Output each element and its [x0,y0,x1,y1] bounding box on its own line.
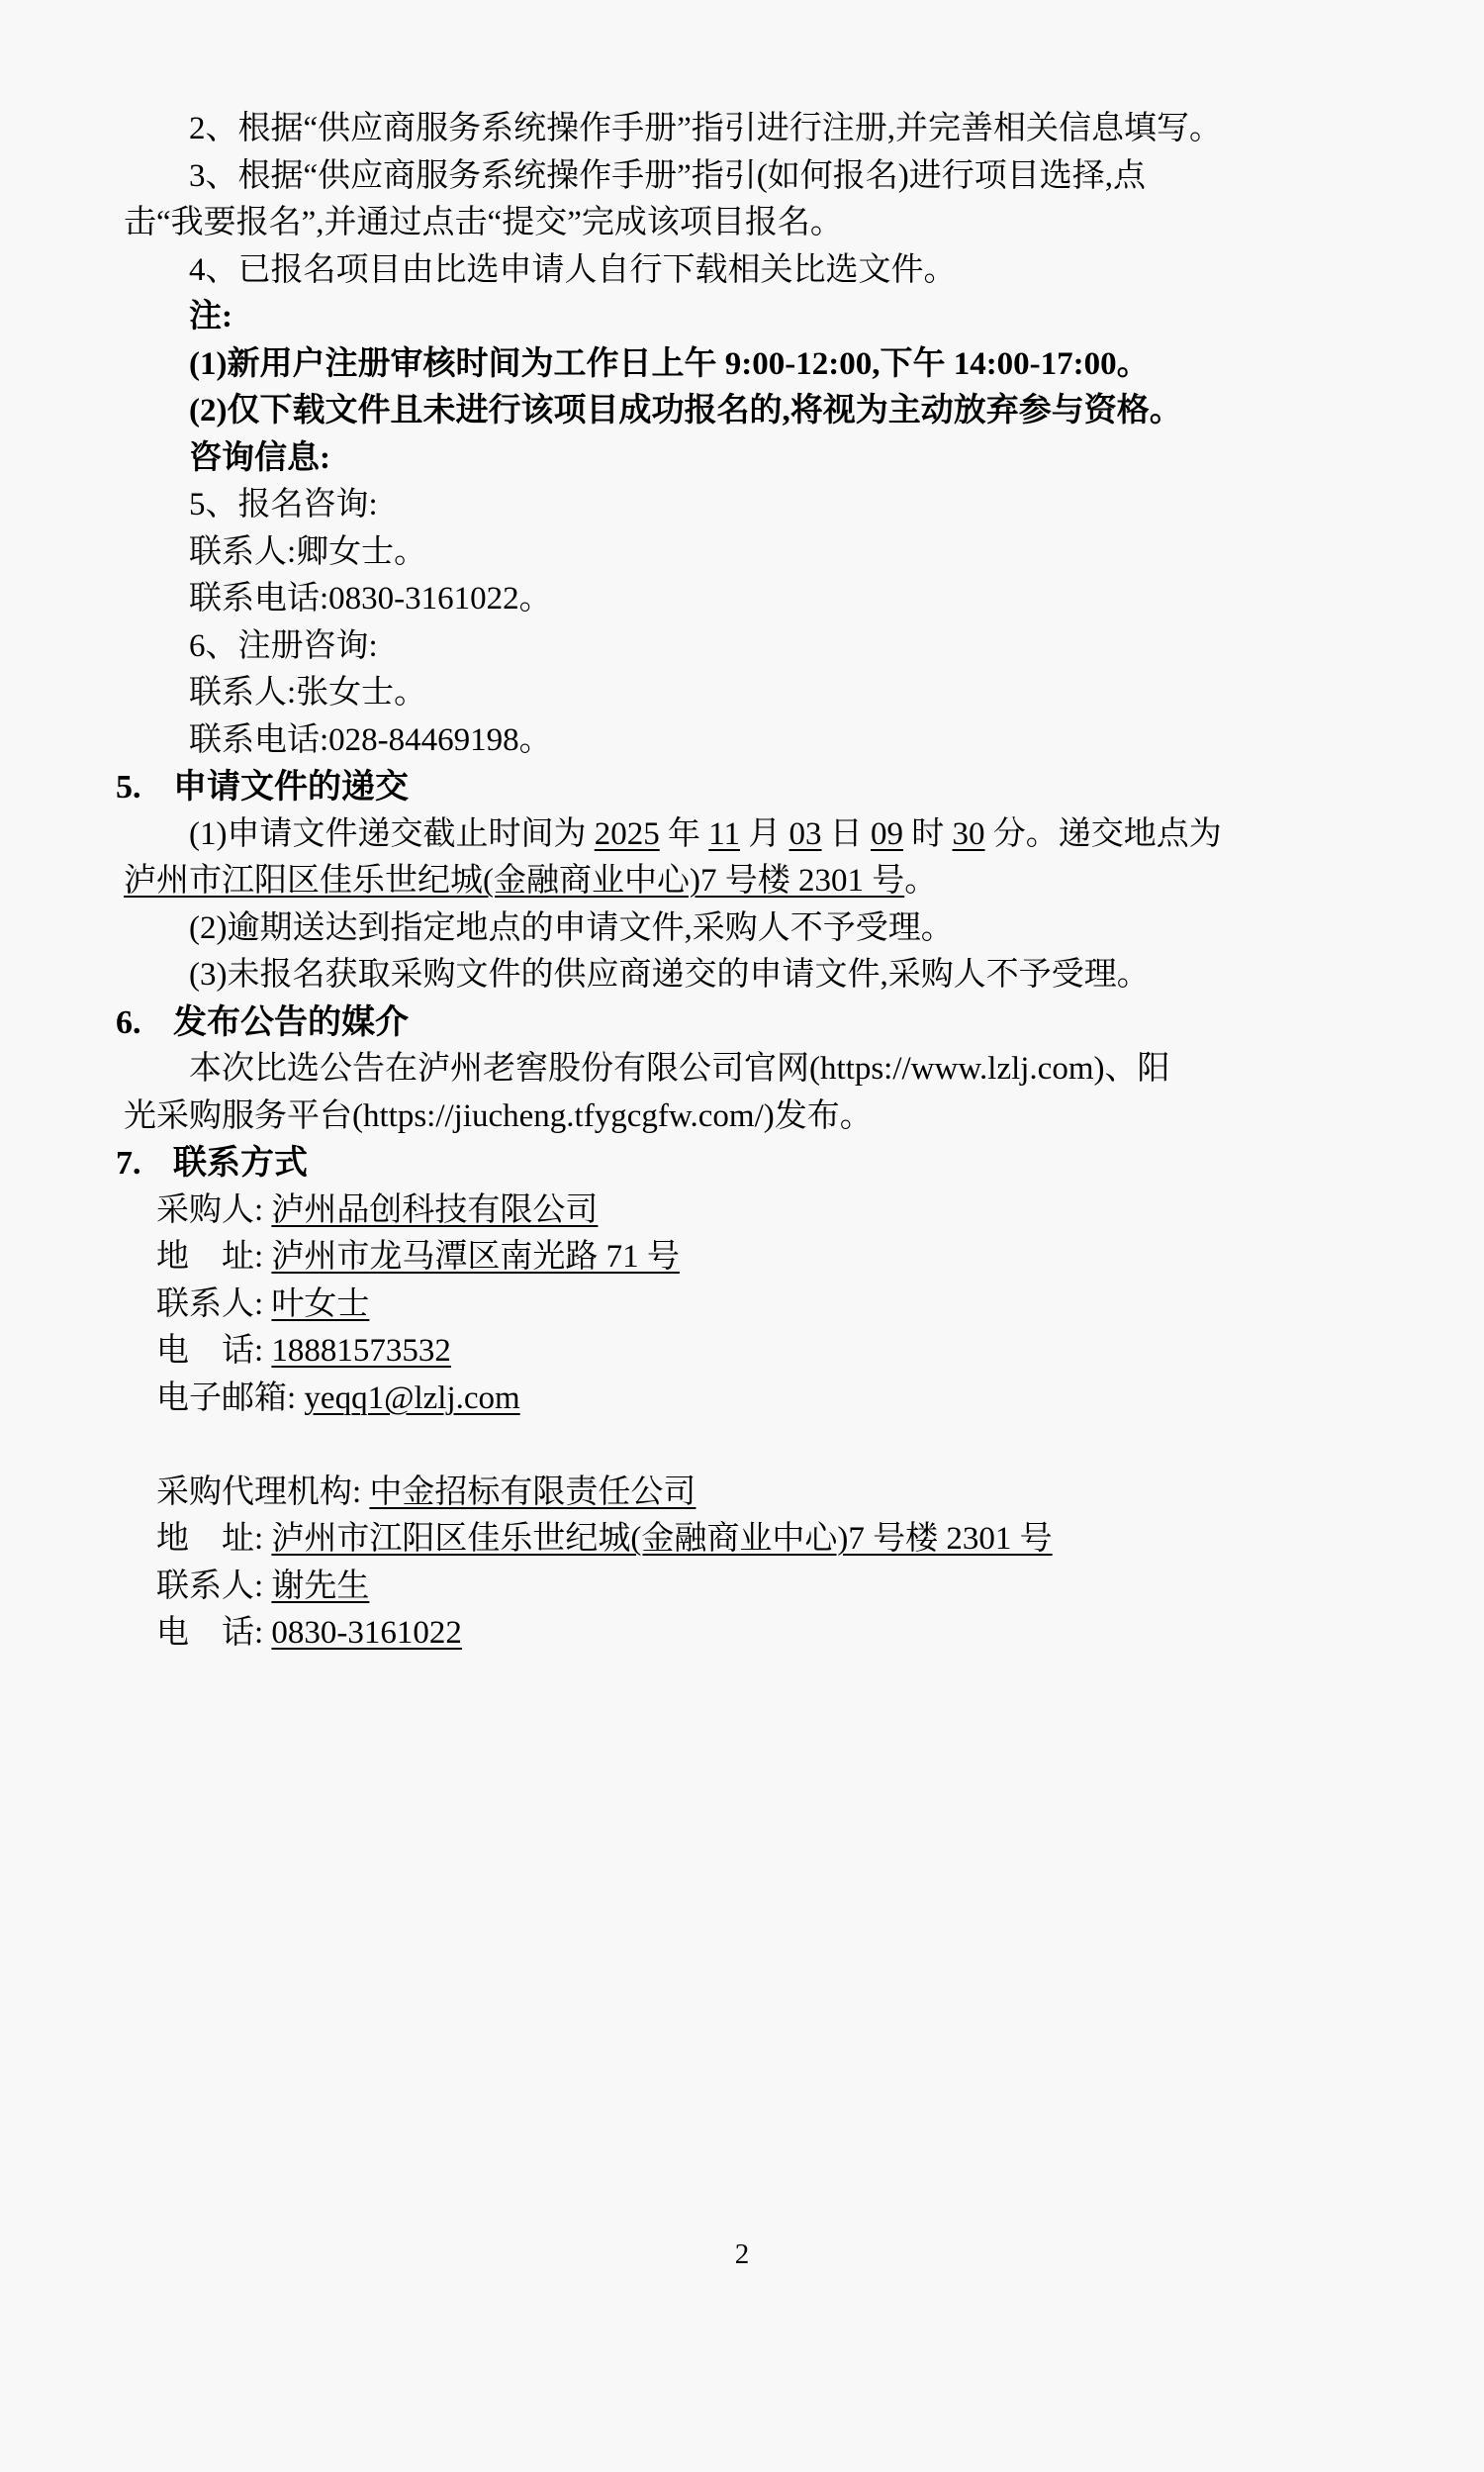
para-step5-signup-consult [124,482,1378,529]
text-segment: (1)申请文件递交截止时间为 [189,815,595,852]
text-segment: 11 [708,815,741,852]
para-step6-register-consult [124,623,1378,671]
text-segment: 年 [659,815,709,852]
text-segment: 申请文件的递交 [173,769,409,806]
text-segment: 5. [116,769,141,806]
register-contact-phone [124,717,1378,765]
text-segment: : [254,1191,272,1228]
purchaser-label: 采购人 [156,1191,254,1228]
text-segment: 30 [952,815,985,852]
agency-name-row [124,1470,1378,1517]
text-segment: 03 [788,815,822,852]
agency-value: 中金招标有限责任公司 [369,1474,696,1510]
text-segment: 日 [821,815,872,852]
phone-label: 电话 [156,1333,254,1369]
document-body [116,106,1378,1658]
text-segment: 6、注册咨询: [189,627,378,664]
text-segment: 咨询信息: [189,439,330,476]
signup-contact-phone [124,576,1378,623]
text-segment: 分。递交地点为 [984,815,1222,852]
text-segment: 7. [116,1145,141,1182]
text-segment: : [352,1474,370,1510]
para-step2 [124,106,1378,153]
text-segment: 联系人:卿女士。 [189,533,427,570]
address-label: 地址 [156,1521,254,1557]
text-segment: 击“我要报名”,并通过点击“提交”完成该项目报名。 [124,205,843,240]
email-label: 电子邮箱 [156,1379,287,1416]
purchaser-email-row [124,1376,1378,1423]
signup-contact-person [124,529,1378,577]
text-segment: (3)未报名获取采购文件的供应商递交的申请文件,采购人不予受理。 [189,957,1150,993]
text-segment: 光采购服务平台(https://jiucheng.tfygcgfw.com/)发布。 [124,1097,873,1134]
consult-info-label [124,435,1378,483]
text-segment: : [254,1521,272,1557]
text-segment: 本次比选公告在泸州老窖股份有限公司官网(https://www.lzlj.com)、阳 [189,1051,1170,1087]
text-segment: 09 [871,815,904,852]
media-line1 [124,1046,1378,1093]
heading-6-media [116,999,1378,1047]
para-step4 [124,247,1378,295]
text-segment: (1)新用户注册审核时间为工作日上午 9:00-12:00,下午 14:00-17:00。 [189,345,1150,382]
text-segment: (2)逾期送达到指定地点的申请文件,采购人不予受理。 [189,909,954,946]
media-line2 [124,1093,1378,1141]
text-segment: 2、根据“供应商服务系统操作手册”指引进行注册,并完善相关信息填写。 [189,111,1223,146]
text-segment: 时 [903,815,953,852]
text-segment: 联系人:张女士。 [189,675,427,711]
text-segment: : [254,1285,272,1322]
text-segment: (2)仅下载文件且未进行该项目成功报名的,将视为主动放弃参与资格。 [189,393,1182,428]
purchaser-address-row [124,1234,1378,1282]
text-segment: : [254,1333,272,1369]
text-segment: 月 [740,815,789,852]
text-segment: 联系电话:028-84469198。 [189,721,552,758]
text-segment: : [287,1379,305,1416]
contact-label: 联系人 [156,1568,254,1604]
text-segment: : [254,1615,272,1651]
purchaser-phone-row [124,1328,1378,1376]
phone-value: 18881573532 [271,1333,451,1369]
submission-rule-2 [124,905,1378,953]
agency-contact-row [124,1564,1378,1611]
purchaser-contact-row [124,1282,1378,1329]
para-step3-line2 [124,200,1378,247]
text-segment: 2025 [594,815,660,852]
page-number: 2 [734,2238,750,2270]
address-value: 泸州市江阳区佳乐世纪城(金融商业中心)7 号楼 2301 号 [271,1521,1053,1557]
text-segment: : [254,1568,272,1604]
agency-label: 采购代理机构 [156,1474,352,1510]
phone-value: 0830-3161022 [271,1615,462,1651]
address-value: 泸州市龙马潭区南光路 71 号 [271,1239,680,1275]
text-segment: 联系电话:0830-3161022。 [189,581,552,617]
text-segment: 泸州市江阳区佳乐世纪城(金融商业中心)7 号楼 2301 号 [124,863,905,899]
spacer-line [124,1422,1378,1470]
address-label: 地址 [156,1239,254,1275]
text-segment: 3、根据“供应商服务系统操作手册”指引(如何报名)进行项目选择,点 [189,157,1147,194]
email-value: yeqq1@lzlj.com [304,1379,520,1416]
contact-value: 谢先生 [271,1568,370,1604]
submission-deadline-line1 [124,811,1378,859]
text-segment: 。 [904,863,938,899]
text-segment: 注: [189,299,232,334]
text-segment: 4、已报名项目由比选申请人自行下载相关比选文件。 [189,251,957,288]
text-segment: 6. [116,1003,141,1041]
agency-phone-row [124,1610,1378,1658]
submission-rule-3 [124,952,1378,999]
heading-5-submission [116,764,1378,811]
phone-label: 电话 [156,1615,254,1651]
submission-deadline-line2 [124,858,1378,905]
register-contact-person [124,670,1378,717]
purchaser-name-row [124,1188,1378,1235]
note-2 [124,388,1378,435]
note-label [124,294,1378,341]
purchaser-value: 泸州品创科技有限公司 [271,1191,599,1228]
contact-value: 叶女士 [271,1285,370,1322]
heading-7-contact [116,1140,1378,1188]
agency-address-row [124,1516,1378,1564]
note-1 [124,341,1378,389]
contact-label: 联系人 [156,1285,254,1322]
text-segment: 5、报名咨询: [189,487,378,523]
text-segment: : [254,1239,272,1275]
para-step3-line1 [124,153,1378,201]
text-segment: 发布公告的媒介 [173,1003,409,1041]
text-segment: 联系方式 [173,1145,308,1182]
